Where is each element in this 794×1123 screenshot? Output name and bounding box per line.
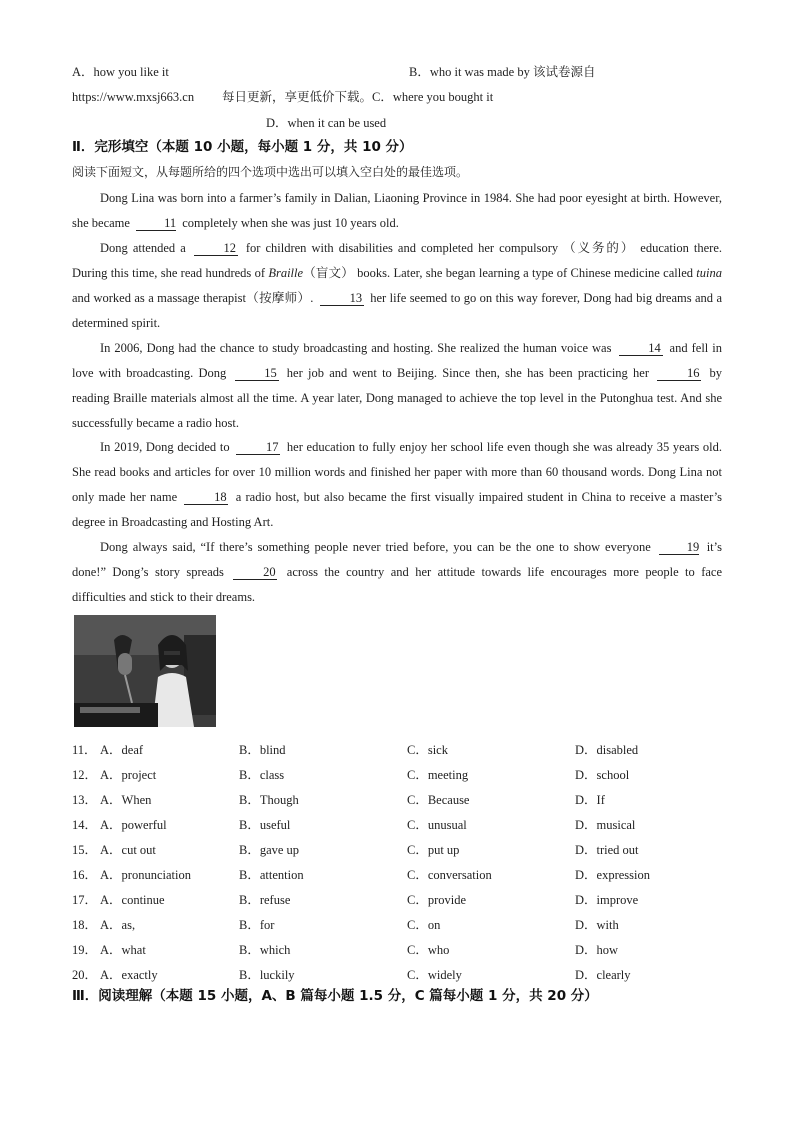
section-2-instruction: 阅读下面短文，从每题所给的四个选项中选出可以填入空白处的最佳选项。 xyxy=(72,165,469,179)
option-row-18: 18． A．as, B．for C．on D．with xyxy=(72,915,712,940)
prev-option-d: D．when it can be used xyxy=(266,116,387,130)
option-13-b: B．Though xyxy=(239,793,299,807)
option-14-a: A．powerful xyxy=(100,818,167,832)
option-20-d: D．clearly xyxy=(575,968,631,982)
option-19-b: B．which xyxy=(239,943,291,957)
option-12-d: D．school xyxy=(575,768,630,782)
section-2-title: Ⅱ．完形填空（本题 10 小题，每小题 1 分，共 10 分） xyxy=(72,139,413,155)
option-17-d: D．improve xyxy=(575,893,639,907)
option-18-a: A．as, xyxy=(100,918,136,932)
blank-17: 17 xyxy=(236,440,280,455)
option-row-15: 15． A．cut out B．gave up C．put up D．tried out xyxy=(72,840,712,865)
option-11-a: A．deaf xyxy=(100,743,144,757)
option-20-c: C．widely xyxy=(407,968,462,982)
photo-illustration xyxy=(74,615,216,727)
option-17-a: A．continue xyxy=(100,893,165,907)
option-14-d: D．musical xyxy=(575,818,636,832)
prev-option-b: B．who it was made by 该试卷源自 xyxy=(409,65,596,79)
prev-option-a: A．how you like it xyxy=(72,65,169,79)
blank-12: 12 xyxy=(194,241,238,256)
option-11-d: D．disabled xyxy=(575,743,639,757)
paragraph-3: In 2006, Dong had the chance to study broadcasting and hosting. She realized the human voice was 14 and fell in love with broadcasting. Dong 15 her job and went to Beijing. Since then, she has been practicing her 16 by reading Braille materials almost all the time. A year later, Dong managed to achieve the top level in the Putonghua test. And she successfully became a radio host. xyxy=(72,341,723,430)
option-17-c: C．provide xyxy=(407,893,467,907)
option-row-13: 13． A．When B．Though C．Because D．If xyxy=(72,790,712,815)
section-3-title: Ⅲ．阅读理解（本题 15 小题，A、B 篇每小题 1.5 分，C 篇每小题 1 分，共 20 分） xyxy=(72,988,598,1004)
option-16-d: D．expression xyxy=(575,868,650,882)
option-row-17: 17． A．continue B．refuse C．provide D．improve xyxy=(72,890,712,915)
option-16-a: A．pronunciation xyxy=(100,868,191,882)
option-18-c: C．on xyxy=(407,918,441,932)
option-18-b: B．for xyxy=(239,918,275,932)
paragraph-4: In 2019, Dong decided to 17 her education to fully enjoy her school life even though she was already 35 years old. She read books and articles for over 10 million words and finished her paper with more than 60 thousand words. Dong Lina not only made her name 18 a radio host, but also became the first visually impaired student in China to receive a master’s degree in Broadcasting and Hosting Art. xyxy=(72,440,723,529)
ad-text-option-c: 每日更新，享更低价下载。C．where you bought it xyxy=(222,90,494,104)
option-15-d: D．tried out xyxy=(575,843,639,857)
option-18-d: D．with xyxy=(575,918,619,932)
option-row-11: 11． A．deaf B．blind C．sick D．disabled xyxy=(72,740,712,765)
blank-11: 11 xyxy=(136,216,176,231)
option-13-a: A．When xyxy=(100,793,152,807)
blank-16: 16 xyxy=(657,366,701,381)
option-13-d: D．If xyxy=(575,793,605,807)
option-14-c: C．unusual xyxy=(407,818,467,832)
blank-20: 20 xyxy=(233,565,277,580)
option-row-16: 16． A．pronunciation B．attention C．conversation D．expression xyxy=(72,865,712,890)
paragraph-2: Dong attended a 12 for children with disabilities and completed her compulsory （义务的） education there. During this time, she read hundreds of Braille（盲文） books. Later, she began learning a type of Chinese medicine called tuina and worked as a massage therapist（按摩师）. 13 her life seemed to go on this way forever, Dong had big dreams and a determined spirit. xyxy=(72,241,723,330)
dong-lina-photo xyxy=(74,615,216,727)
paragraph-1: Dong Lina was born into a farmer’s family in Dalian, Liaoning Province in 1984. She had poor eyesight at birth. However, she became 11 completely when she was just 10 years old. xyxy=(72,191,722,230)
option-row-14: 14． A．powerful B．useful C．unusual D．musical xyxy=(72,815,712,840)
source-url: https://www.mxsj663.cn xyxy=(72,90,195,104)
option-16-b: B．attention xyxy=(239,868,304,882)
paragraph-5: Dong always said, “If there’s something people never tried before, you can be the one to show everyone 19 it’s done!” Dong’s story spreads 20 across the country and her attitude towards life encourages more people to face difficulties and stick to their dreams. xyxy=(72,540,723,604)
option-19-d: D．how xyxy=(575,943,619,957)
option-14-b: B．useful xyxy=(239,818,291,832)
blank-14: 14 xyxy=(619,341,663,356)
option-20-a: A．exactly xyxy=(100,968,158,982)
option-16-c: C．conversation xyxy=(407,868,492,882)
option-15-c: C．put up xyxy=(407,843,460,857)
option-11-c: C．sick xyxy=(407,743,448,757)
option-row-20: 20． A．exactly B．luckily C．widely D．clearly xyxy=(72,965,712,990)
blank-15: 15 xyxy=(235,366,279,381)
option-11-b: B．blind xyxy=(239,743,286,757)
option-17-b: B．refuse xyxy=(239,893,291,907)
option-19-a: A．what xyxy=(100,943,146,957)
option-13-c: C．Because xyxy=(407,793,470,807)
option-12-c: C．meeting xyxy=(407,768,469,782)
option-12-a: A．project xyxy=(100,768,157,782)
option-15-b: B．gave up xyxy=(239,843,300,857)
option-12-b: B．class xyxy=(239,768,285,782)
option-20-b: B．luckily xyxy=(239,968,295,982)
blank-18: 18 xyxy=(184,490,228,505)
option-15-a: A．cut out xyxy=(100,843,156,857)
blank-13: 13 xyxy=(320,291,364,306)
option-row-12: 12． A．project B．class C．meeting D．school xyxy=(72,765,712,790)
option-row-19: 19． A．what B．which C．who D．how xyxy=(72,940,712,965)
blank-19: 19 xyxy=(659,540,699,555)
option-19-c: C．who xyxy=(407,943,450,957)
